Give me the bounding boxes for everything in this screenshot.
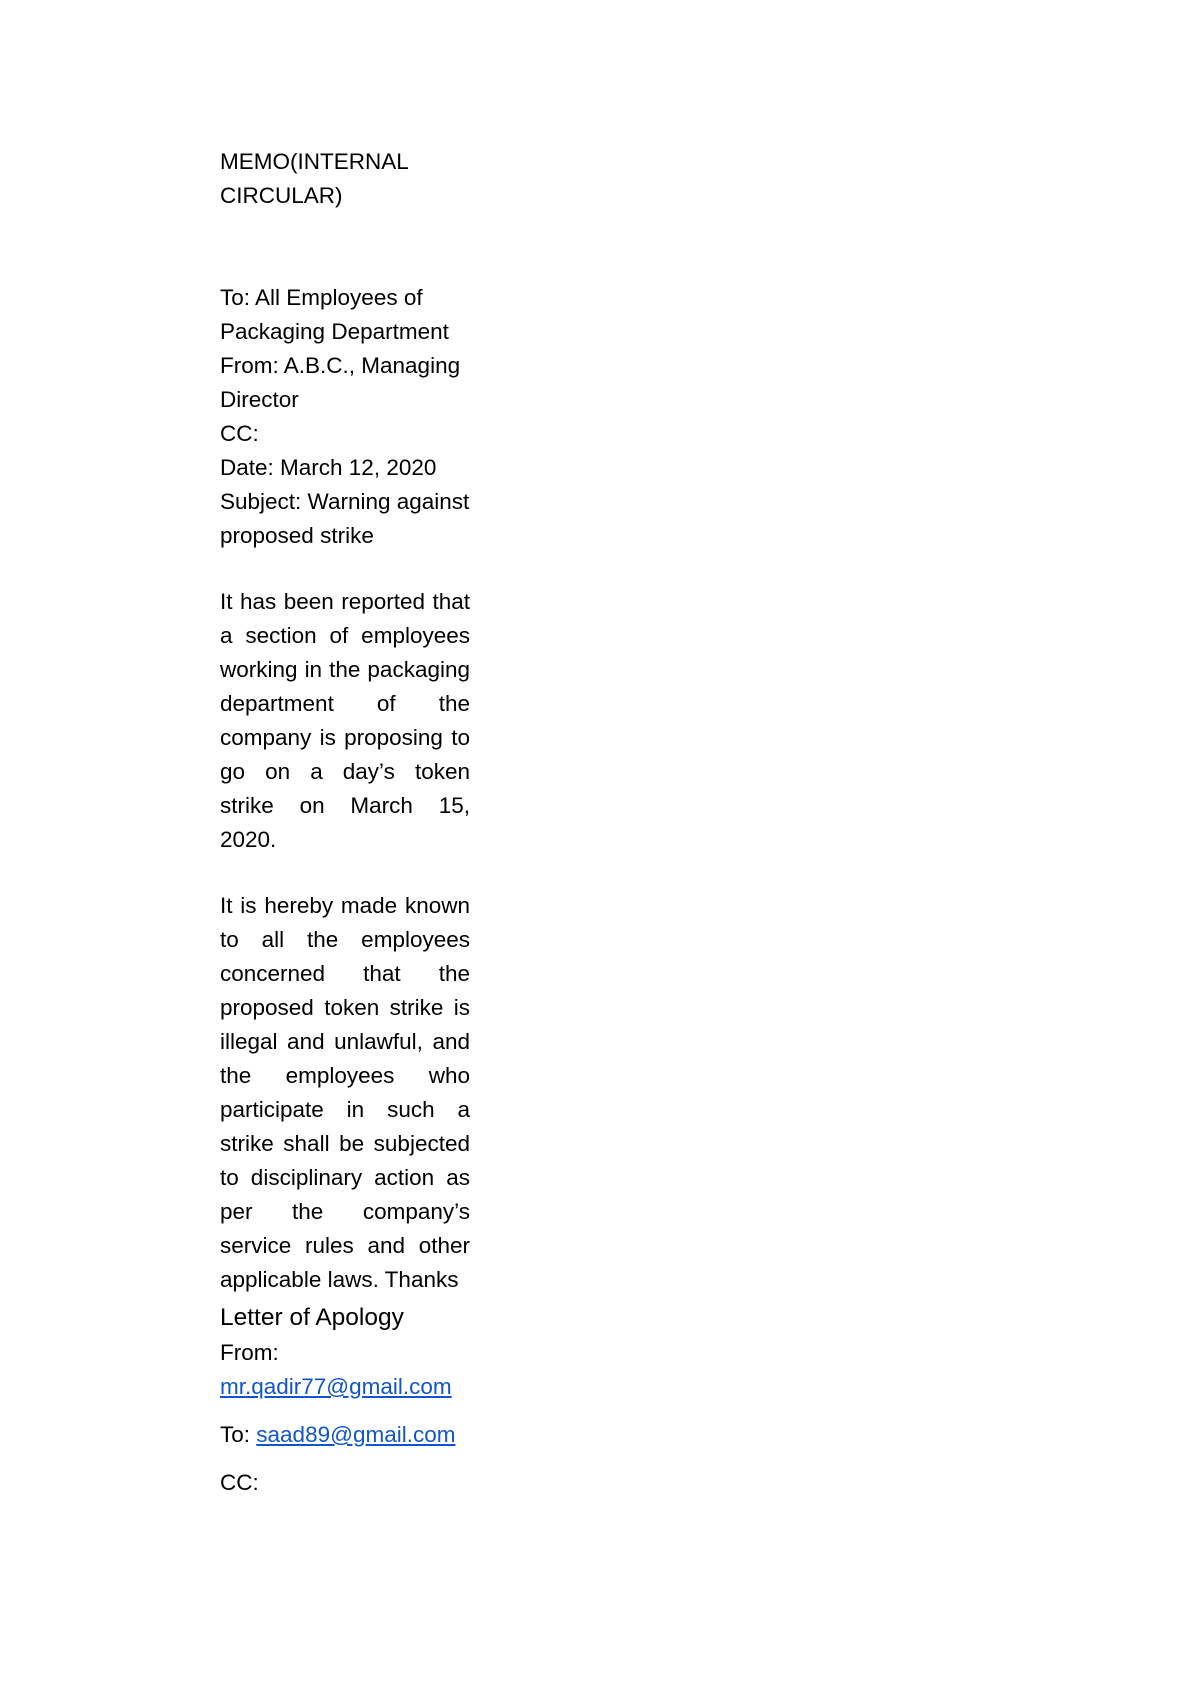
spacer	[220, 213, 470, 281]
memo-cc: CC:	[220, 421, 259, 446]
memo-paragraph-1: It has been reported that a section of employees working in the packaging department of the company is proposing to go on a day’s token strike on March 15, 2020.	[220, 589, 470, 852]
memo-title: MEMO(INTERNAL CIRCULAR)	[220, 149, 408, 208]
spacer	[220, 857, 470, 889]
apology-from-label: From:	[220, 1340, 279, 1365]
spacer	[220, 553, 470, 585]
memo-date: Date: March 12, 2020	[220, 455, 437, 480]
memo-subject: Subject: Warning against proposed strike	[220, 489, 470, 548]
apology-to-label: To:	[220, 1422, 251, 1447]
memo-paragraph-2: It is hereby made known to all the employees concerned that the proposed token strike is illegal and unlawful, and the employees who participate in such a strike shall be subjected to disciplinary action as per the company’s service rules and other applicable laws. Thanks	[220, 893, 470, 1292]
from-email-link[interactable]: mr.qadir77@gmail.com	[220, 1374, 452, 1399]
memo-to: To: All Employees of Packaging Department	[220, 285, 449, 344]
apology-cc: CC:	[220, 1470, 259, 1495]
apology-from	[220, 1336, 470, 1404]
memo-column	[220, 145, 470, 1500]
memo-from: From: A.B.C., Managing Director	[220, 353, 461, 412]
apology-title: Letter of Apology	[220, 1304, 404, 1331]
apology-to	[220, 1418, 470, 1452]
to-email-link[interactable]: saad89@gmail.com	[256, 1422, 456, 1447]
